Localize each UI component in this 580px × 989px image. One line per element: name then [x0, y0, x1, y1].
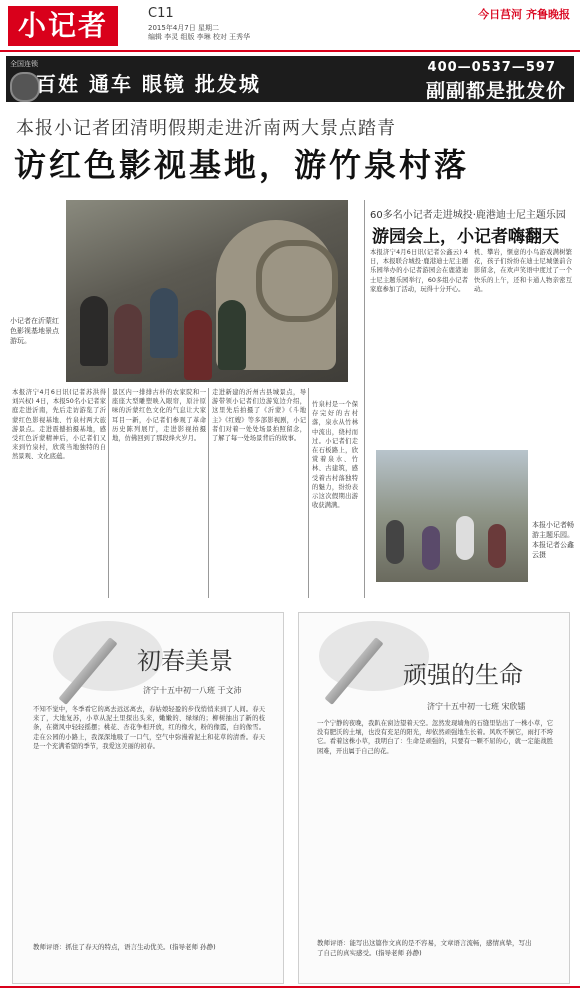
photo-theme-park [376, 450, 528, 582]
section-logo: 小记者 [8, 6, 118, 46]
person-figure [488, 524, 506, 568]
paper-name: 今日莒河 齐鲁晚报 [478, 8, 570, 21]
article-col-2: 景区内一排排古朴的农家院和一座座大型雕塑映入眼帘，原汁原味的沂蒙红色文化的气息让大家耳目一新，小记者们参观了革命历史陈列展厅，走进影视拍摄地，仿佛回到了那段烽火岁月。 [112, 389, 206, 443]
article-col-4: 竹泉村是一个保存完好的古村落，泉水从竹林中流出，绕村而过。小记者们走在石板路上，欣赏着泉水、竹林、古建筑，感受着古村落独特的魅力，纷纷表示这次假期出游收获满满。 [312, 401, 358, 510]
gear-sculpture-icon [256, 240, 338, 322]
essay-panel-2 [298, 612, 570, 984]
essay-byline: 济宁十五中初一七班 宋欣镭 [427, 702, 526, 711]
photo1-caption: 小记者在沂蒙红色影视基地景点游玩。 [10, 317, 59, 345]
article-kicker: 本报小记者团清明假期走进沂南两大景点踏青 [16, 118, 396, 139]
page-number: C11 [148, 6, 174, 21]
article-col-3: 走进新建的沂州古县城景点，导游带领小记者们边游览边介绍，这里先后拍摄了《沂蒙》《斗地主》《红嫂》等多部影视剧，小记者们对着一处处场景拍照留念，了解了每一处场景背后的故事。 [212, 389, 306, 443]
photo2-caption: 本报小记者畅游主题乐园。本报记者公鑫云摄 [532, 521, 574, 559]
column-divider [208, 388, 209, 598]
teacher-comment: 教师评语：能写出这篇作文真的是不容易，文章语言流畅，感情真挚，写出了自己的真实感受。(指导老师 孙静) [317, 939, 532, 957]
essay-body: 不知不觉中，冬季看它的离去远远离去，春姑娘轻盈的步伐悄悄来到了人间。春天来了，大地复苏，小草从泥土里探出头来，嫩嫩的、绿绿的；柳树抽出了新的枝条，在微风中轻轻摇摆；桃花、杏花争相开放，红的像火，粉的像霞，白的像雪。走在公园的小路上，我深深地吸了一口气，空气中弥漫着泥土和花草的清香。春天是一个充满希望的季节，我爱这美丽的初春。 [33, 706, 265, 750]
date-line: 2015年4月7日 星期二 [148, 24, 219, 32]
person-figure [422, 526, 440, 570]
person-figure [386, 520, 404, 564]
child-figure [150, 288, 178, 358]
mascot-figure [456, 516, 474, 560]
section-divider [364, 200, 365, 598]
article-headline: 访红色影视基地，游竹泉村落 [14, 146, 470, 184]
essay-title: 顽强的生命 [403, 661, 523, 689]
banner-corner-label: 全国连锁 [10, 60, 38, 68]
child-figure [184, 310, 212, 380]
article-col-1: 本报济宁4月6日讯(记者苏洪得 刘兴权) 4日，本报50名小记者家庭走进沂南，先后走访游览了沂蒙红色影视基地、竹泉村两大旅游景点。走进震撼拍摄基地，感受红色沂蒙精神后，小记者们又来到竹泉村，欣赏当地独特的自然景观、文化底蕴。 [12, 389, 106, 461]
banner-main-text: 百姓 通车 眼镜 批发城 [36, 72, 261, 96]
footer-rule [0, 986, 580, 988]
banner-phone: 400—0537—597 [427, 60, 556, 75]
banner-ad [6, 56, 574, 102]
essay-body: 一个宁静的夜晚，我趴在窗边望着天空。忽然发现墙角的石缝里钻出了一株小草，它没有肥沃的土壤，也没有充足的阳光，却依然顽强地生长着。风吹不倒它，雨打不垮它。看着这株小草，我明白了：生命是顽强的，只要有一颗不屈的心，就一定能战胜困难，开出属于自己的花。 [317, 720, 553, 755]
photo-film-base [66, 200, 348, 382]
child-figure [218, 300, 246, 370]
column-divider [108, 388, 109, 598]
banner-slogan: 副副都是批发价 [425, 80, 566, 102]
child-figure [80, 296, 108, 366]
right-col-2: 机、攀岩，惬意的小鸟游戏满树繁花，孩子们纷纷在迪士尼城堡前合影留念，在欢声笑语中度过了一个快乐的上午，还和卡通人物亲密互动。 [474, 249, 572, 293]
right-headline: 游园会上，小记者嗨翻天 [372, 227, 559, 247]
editors-line: 编辑 李灵 组版 李琳 校对 王秀华 [148, 33, 251, 41]
child-figure [114, 304, 142, 374]
column-divider [308, 388, 309, 598]
essay-panel-1 [12, 612, 284, 984]
essay-byline: 济宁十五中初一八班 于文沛 [143, 686, 242, 695]
header-rule [0, 50, 580, 52]
right-kicker: 60多名小记者走进城投·鹿港迪士尼主题乐园 [370, 210, 566, 221]
right-col-1: 本报济宁4月6日讯(记者公鑫云) 4日，本报联合城投·鹿港迪士尼主题乐园举办的小记者游园会在鹿港迪士尼主题乐园举行，60多组小记者家庭参加了活动，玩得十分开心。 [370, 249, 468, 293]
essay-title: 初春美景 [137, 647, 233, 675]
teacher-comment: 教师评语：抓住了春天的特点，语言生动优美。(指导老师 孙静) [33, 943, 216, 951]
masthead-meta [148, 24, 250, 42]
